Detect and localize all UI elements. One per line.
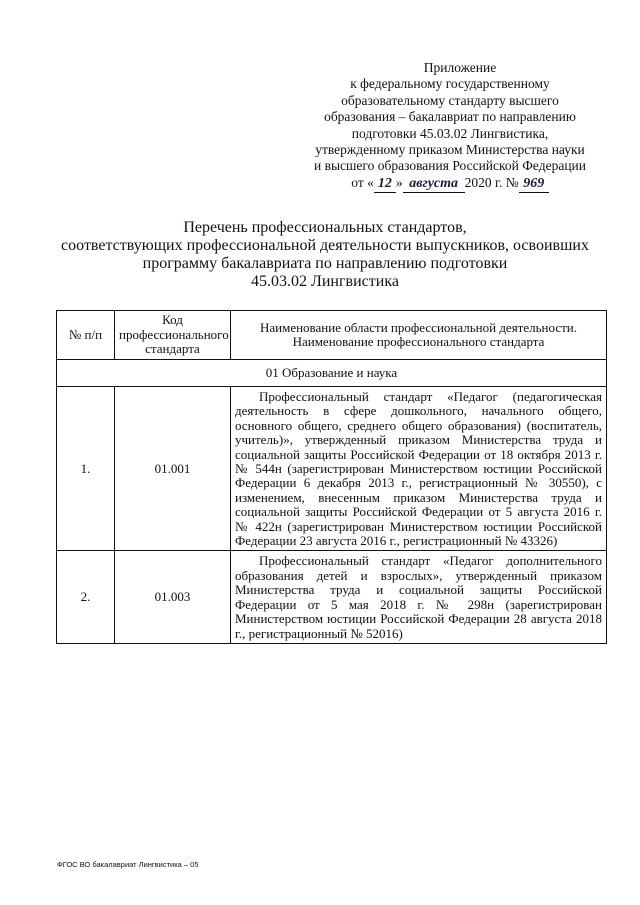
table-row [57,387,607,551]
appendix-line: подготовки 45.03.02 Лингвистика, [351,125,549,141]
document-title [40,219,610,291]
header-name [231,311,607,360]
row-description: Профессиональный стандарт «Педагог (педагогическая деятельность в сфере дошкольного, начального общего, основного общего, среднего общего образования) (воспитатель, учитель)», утвержденный приказом Министерства труда и социальной защиты Российской Федерации от 18 октября 2013 г. № 544н (зарегистрирован Министерством юстиции Российской Федерации 6 декабря 2013 г., регистрационный № 30550), с изменением, внесенным приказом Министерства труда и социальной защиты Российской Федерации от 5 августа 2016 г. № 422н (зарегистрирован Министерством юстиции Российской Федерации 23 августа 2016 г., регистрационный № 43326) [231,387,607,551]
title-line: Перечень профессиональных стандартов, [183,219,467,236]
section-label: 01 Образование и наука [57,360,607,387]
table-header-row [57,311,607,360]
order-date-line [300,175,600,193]
appendix-title: Приложение [423,60,497,75]
title-line: 45.03.02 Лингвистика [251,273,399,290]
appendix-line: образовательному стандарту высшего [341,92,559,108]
row-num: 1. [57,387,115,551]
handwritten-order-number: 969 [519,176,549,193]
appendix-header [300,60,600,193]
table-row [57,551,607,643]
row-num: 2. [57,551,115,643]
appendix-line: и высшего образования Российской Федерации [314,158,586,174]
header-name-line2: Наименование профессионального стандарта [292,334,545,349]
row-code: 01.003 [115,551,231,643]
section-row [57,360,607,387]
appendix-line: к федеральному государственному [350,76,550,92]
header-name-line1: Наименование области профессиональной деятельности. [259,319,577,335]
row-description: Профессиональный стандарт «Педагог дополнительного образования детей и взрослых», утвержденный приказом Министерства труда и социальной защиты Российской Федерации от 5 мая 2018 г. № 298н (зарегистрирован Министерством юстиции Российской Федерации 28 августа 2018 г., регистрационный № 52016) [231,551,607,643]
date-mid: » [395,174,403,190]
standards-table [56,310,607,644]
appendix-line: образования – бакалавриат по направлению [324,109,576,125]
row-code: 01.001 [115,387,231,551]
date-year: 2020 г. № [464,174,519,190]
appendix-line: утвержденному приказом Министерства науки [315,142,585,158]
date-prefix: от « [351,174,374,190]
handwritten-day: 12 [374,176,396,193]
header-num: № п/п [57,311,115,360]
handwritten-month: августа [403,176,465,193]
title-line: программу бакалавриата по направлению подготовки [142,255,508,272]
header-code: Код профессионального стандарта [115,311,231,360]
footer-text: ФГОС ВО бакалавриат Лингвистика – 05 [57,860,199,869]
title-line: соответствующих профессиональной деятельности выпускников, освоивших [61,237,589,254]
